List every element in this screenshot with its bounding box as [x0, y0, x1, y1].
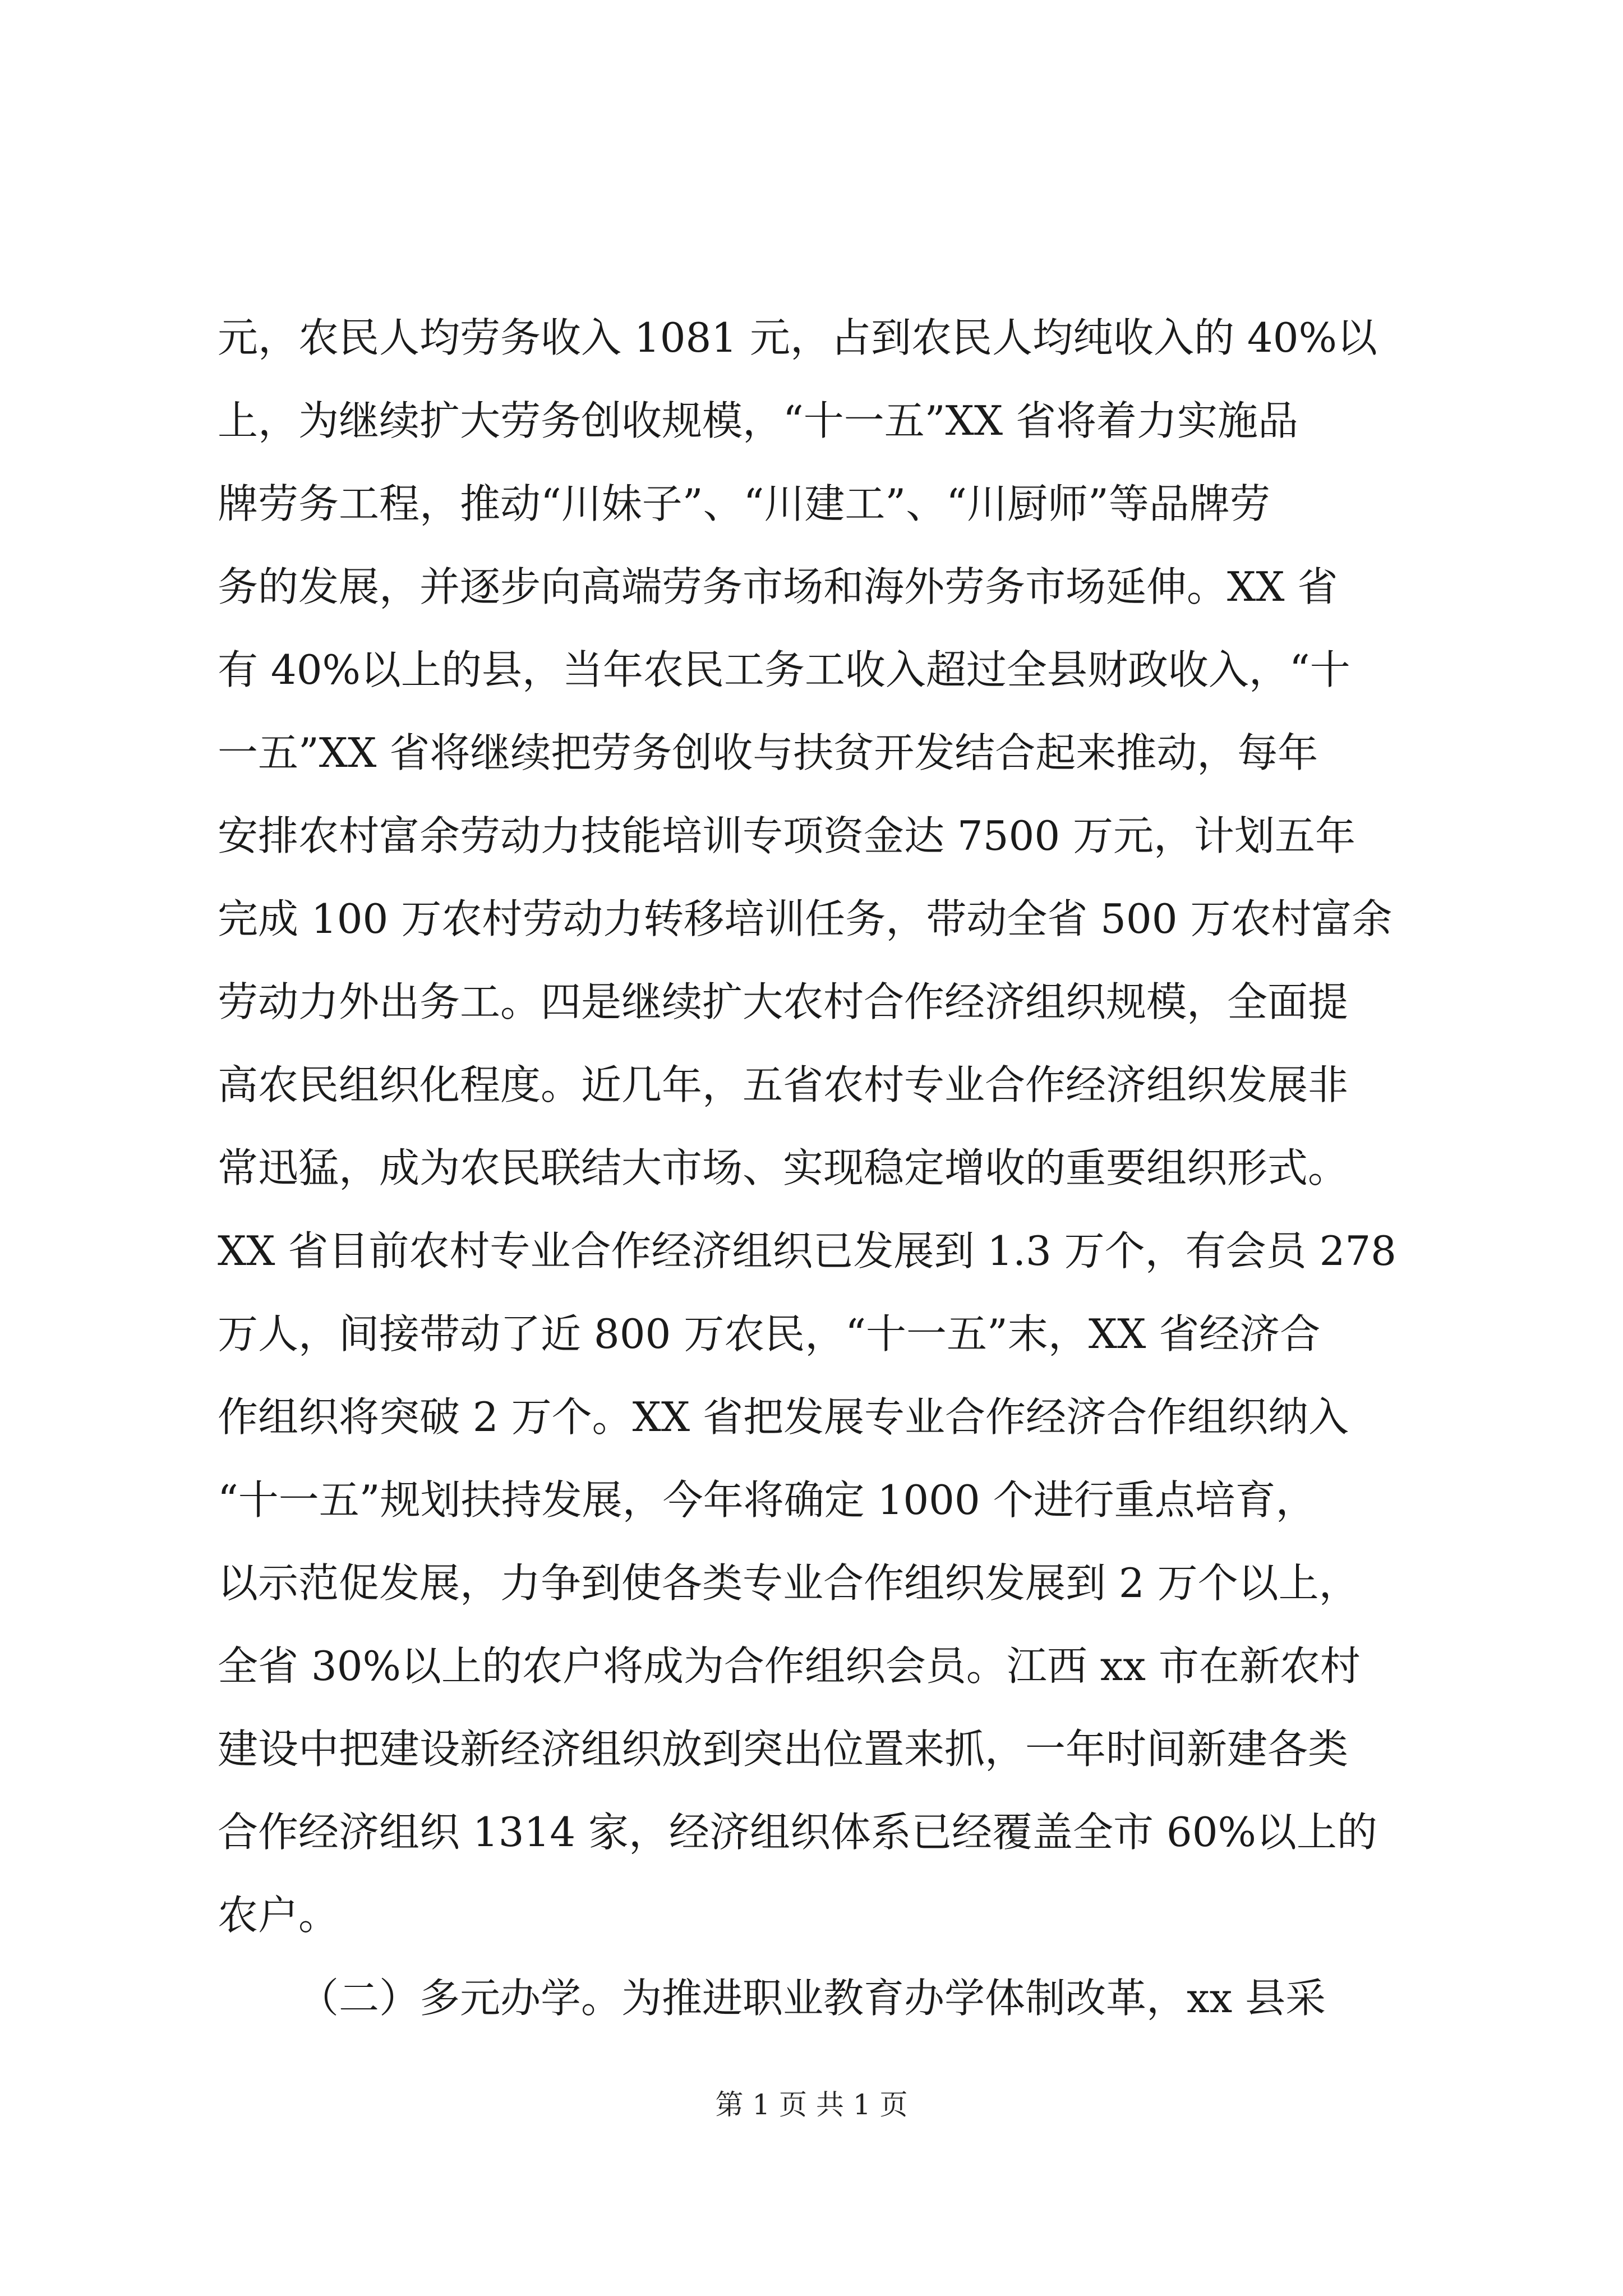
text-line: 以示范促发展，力争到使各类专业合作组织发展到 2 万个以上，: [218, 1559, 1359, 1607]
text-line: 完成 100 万农村劳动力转移培训任务，带动全省 500 万农村富余: [218, 895, 1393, 942]
text-line: 安排农村富余劳动力技能培训专项资金达 7500 万元，计划五年: [218, 812, 1356, 859]
text-line: “十一五”规划扶持发展，今年将确定 1000 个进行重点培育，: [218, 1476, 1316, 1524]
text-line: 合作经济组织 1314 家，经济组织体系已经覆盖全市 60%以上的: [218, 1809, 1377, 1856]
text-line: 务的发展，并逐步向高端劳务市场和海外劳务市场延伸。XX 省: [218, 563, 1338, 610]
text-line: 常迅猛，成为农民联结大市场、实现稳定增收的重要组织形式。: [218, 1144, 1349, 1191]
text-line: 元，农民人均劳务收入 1081 元，占到农民人均纯收入的 40%以: [218, 314, 1377, 361]
text-line: 上，为继续扩大劳务创收规模，“十一五”XX 省将着力实施品: [218, 397, 1299, 444]
text-line: 农户。: [218, 1892, 339, 1939]
text-line: 作组织将突破 2 万个。XX 省把发展专业合作经济合作组织纳入: [218, 1393, 1349, 1441]
document-body: [218, 296, 1407, 2040]
text-line: XX 省目前农村专业合作经济组织已发展到 1.3 万个，有会员 278: [218, 1227, 1396, 1274]
text-line: 牌劳务工程，推动“川妹子”、“川建工”、“川厨师”等品牌劳: [218, 480, 1270, 527]
text-line: 高农民组织化程度。近几年，五省农村专业合作经济组织发展非: [218, 1061, 1349, 1108]
text-line: 万人，间接带动了近 800 万农民，“十一五”末，XX 省经济合: [218, 1310, 1321, 1358]
section-heading-line: （二）多元办学。为推进职业教育办学体制改革，xx 县采: [298, 1975, 1326, 2022]
text-line: 全省 30%以上的农户将成为合作组织会员。江西 xx 市在新农村: [218, 1642, 1361, 1690]
text-line: 一五”XX 省将继续把劳务创收与扶贫开发结合起来推动，每年: [218, 729, 1318, 776]
text-line: 建设中把建设新经济组织放到突出位置来抓，一年时间新建各类: [218, 1726, 1349, 1773]
text-line: 有 40%以上的县，当年农民工务工收入超过全县财政收入，“十: [218, 646, 1350, 693]
page-footer: 第 1 页 共 1 页: [715, 2088, 908, 2121]
text-line: 劳动力外出务工。四是继续扩大农村合作经济组织规模，全面提: [218, 978, 1349, 1025]
